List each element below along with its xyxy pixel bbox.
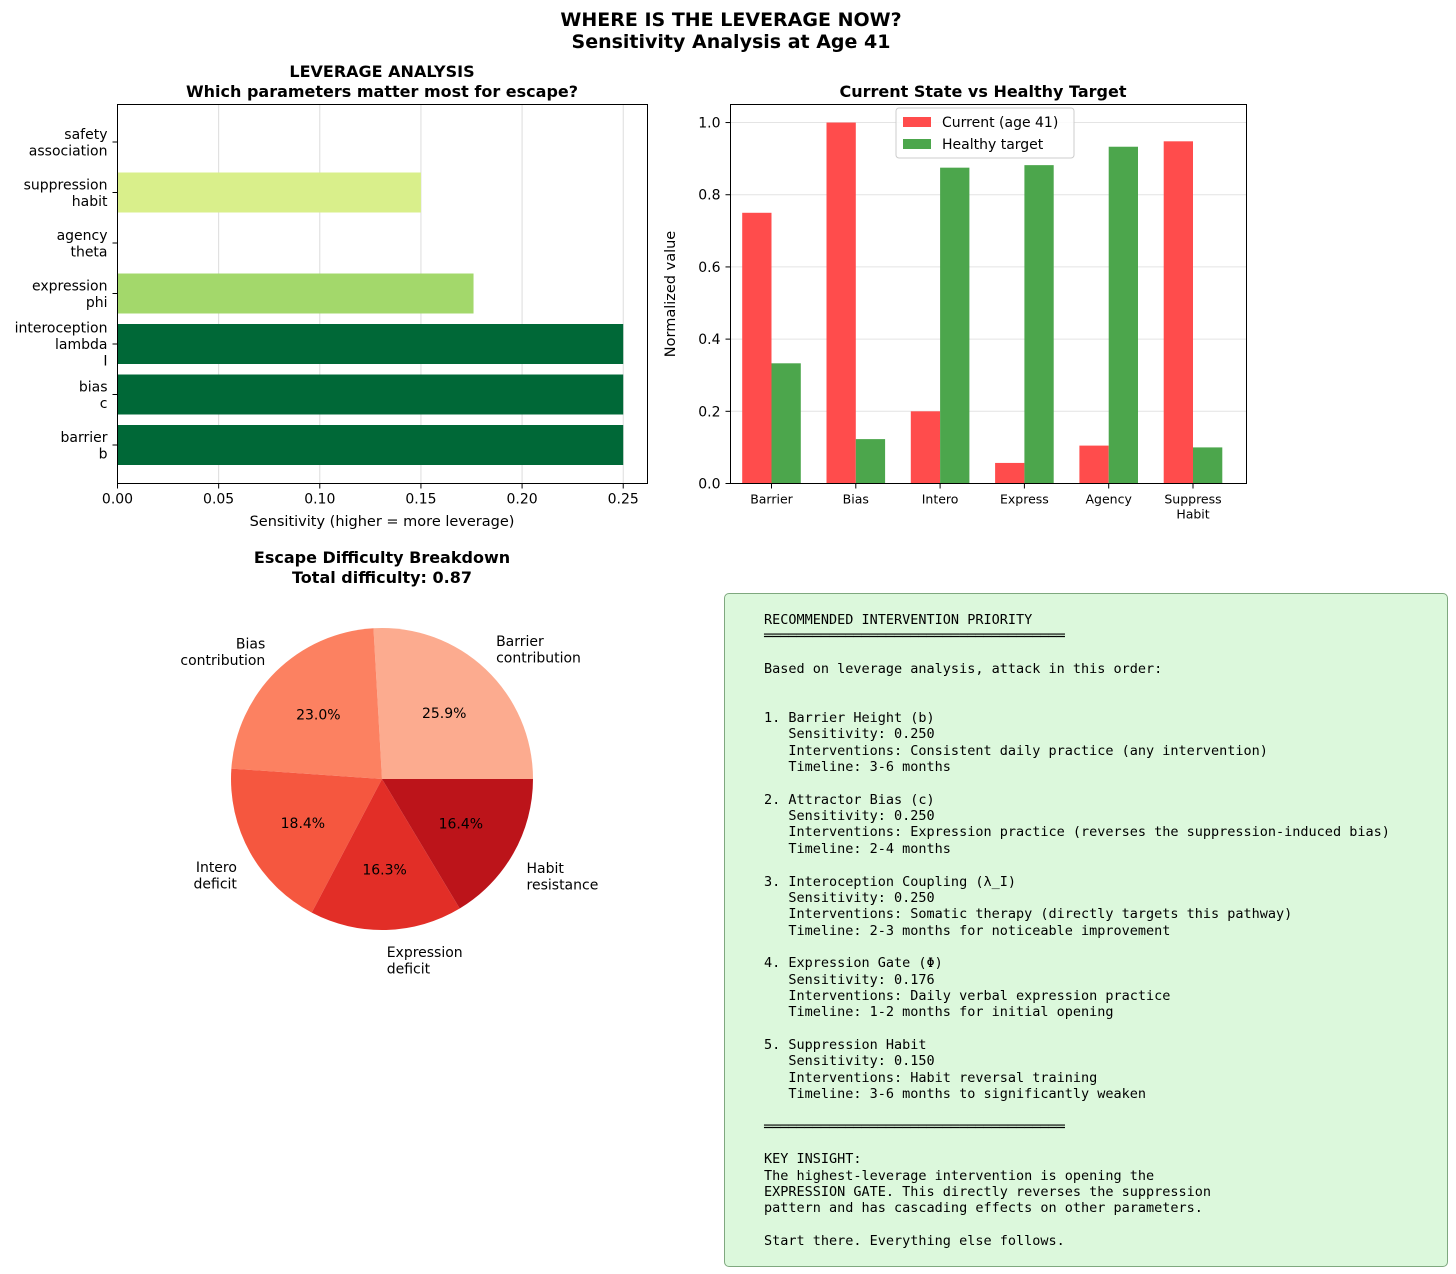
leverage-bar-suppression xyxy=(118,173,421,213)
pie-slice-label: Bias contribution xyxy=(180,636,266,669)
current-bar-bias xyxy=(827,123,856,484)
leverage-x-tick-label: 0.05 xyxy=(203,491,235,508)
leverage-chart-subtitle: Which parameters matter most for escape? xyxy=(185,82,579,101)
leverage-category-label: bias c xyxy=(78,379,108,412)
leverage-category-label: safety association xyxy=(28,126,108,160)
figure-title: WHERE IS THE LEVERAGE NOW? xyxy=(560,9,902,31)
comparison-category-label: Intero xyxy=(921,491,959,507)
leverage-x-tick-label: 0.15 xyxy=(405,491,437,508)
healthy-bar-agency xyxy=(1109,147,1138,484)
comparison-category-label: Barrier xyxy=(750,491,793,507)
comparison-category-label: Express xyxy=(999,491,1049,507)
leverage-category-label: suppression habit xyxy=(23,177,108,210)
intervention-priority-text: RECOMMENDED INTERVENTION PRIORITY ═════════════════════════════════════ Based on leverage analysis, attack in this order: 1. Barrier Height (b) Sensitivity: 0.250 Interventions: Consistent daily practice (any intervention) Timeline: 3-6 months 2. Attractor Bias (c) Sensitivity: 0.250 Interventions: Expression practice (reverses the suppression-induced bias) Timeline: 2-4 months 3. Interoception Coupling (λ_I) Sensitivity: 0.250 Interventions: Somatic therapy (directly targets this pathway) Timeline: 2-3 months for noticeable improvement 4. Expression Gate (Φ) Sensitivity: 0.176 Interventions: Daily verbal expression practice Timeline: 1-2 months for initial opening 5. Suppression Habit Sensitivity: 0.150 Interventions: Habit reversal training Timeline: 3-6 months to significantly weaken ═════════════════════════════════════ KEY INSIGHT: The highest-leverage intervention is opening the EXPRESSION GATE. This directly reverses the suppression pattern and has cascading effects on other parameters. Start there. Everything else follows. xyxy=(764,612,1390,1250)
legend-label-current: Current (age 41) xyxy=(942,115,1059,131)
healthy-bar-suppress xyxy=(1193,447,1222,483)
pie-chart-subtitle: Total difficulty: 0.87 xyxy=(292,568,472,587)
leverage-bar-interoception xyxy=(118,324,624,364)
pie-percent-label: 25.9% xyxy=(421,706,467,723)
pie-chart-title: Escape Difficulty Breakdown xyxy=(253,548,511,567)
leverage-x-axis-label: Sensitivity (higher = more leverage) xyxy=(249,514,515,530)
leverage-x-tick-label: 0.25 xyxy=(607,491,639,508)
comparison-y-tick-label: 0.2 xyxy=(698,404,721,421)
leverage-category-label: barrier b xyxy=(60,429,108,463)
pie-percent-label: 18.4% xyxy=(280,816,326,833)
legend-swatch-current xyxy=(903,117,931,127)
healthy-bar-barrier xyxy=(772,363,801,483)
healthy-bar-bias xyxy=(856,439,885,483)
comparison-category-label: Agency xyxy=(1085,491,1132,507)
comparison-y-tick-label: 0.4 xyxy=(698,332,721,349)
comparison-y-tick-label: 0.0 xyxy=(698,476,721,493)
comparison-chart-title: Current State vs Healthy Target xyxy=(839,82,1127,101)
pie-slice-label: Barrier contribution xyxy=(496,633,581,667)
leverage-x-tick-label: 0.00 xyxy=(101,491,134,508)
legend-swatch-healthy xyxy=(903,139,931,149)
leverage-x-tick-label: 0.10 xyxy=(304,491,336,508)
intervention-priority-panel xyxy=(724,593,1448,1267)
leverage-bar-bias xyxy=(118,375,624,415)
pie-slice-label: Expression deficit xyxy=(386,945,463,978)
leverage-category-label: agency theta xyxy=(56,227,108,261)
comparison-y-tick-label: 1.0 xyxy=(698,115,721,132)
healthy-bar-express xyxy=(1024,165,1053,483)
leverage-bar-barrier xyxy=(118,425,624,465)
figure-subtitle: Sensitivity Analysis at Age 41 xyxy=(571,31,891,53)
leverage-category-label: expression phi xyxy=(31,278,108,311)
comparison-legend xyxy=(896,108,1074,158)
current-bar-barrier xyxy=(742,213,771,484)
comparison-y-tick-label: 0.8 xyxy=(698,187,721,204)
comparison-y-tick-label: 0.6 xyxy=(698,259,721,276)
current-bar-intero xyxy=(911,411,940,483)
current-bar-agency xyxy=(1079,446,1108,484)
leverage-x-tick-label: 0.20 xyxy=(506,491,538,508)
escape-difficulty-pie-chart xyxy=(180,548,598,978)
current-bar-suppress xyxy=(1164,141,1193,483)
pie-percent-label: 16.4% xyxy=(438,816,484,833)
leverage-chart-title: LEVERAGE ANALYSIS xyxy=(289,62,475,81)
current-vs-target-chart xyxy=(663,82,1247,522)
comparison-category-label: Bias xyxy=(842,491,869,507)
comparison-y-axis-label: Normalized value xyxy=(663,230,679,358)
leverage-analysis-chart xyxy=(15,62,648,530)
leverage-category-label: interoception lambda I xyxy=(14,320,108,370)
pie-slice-label: Intero deficit xyxy=(193,859,237,893)
healthy-bar-intero xyxy=(940,168,969,484)
pie-slice-label: Habit resistance xyxy=(526,860,599,894)
legend-label-healthy: Healthy target xyxy=(942,137,1044,153)
comparison-category-label: Suppress Habit xyxy=(1164,491,1222,522)
leverage-bar-expression xyxy=(118,274,474,314)
pie-percent-label: 23.0% xyxy=(296,707,341,724)
pie-percent-label: 16.3% xyxy=(362,862,407,879)
current-bar-express xyxy=(995,463,1024,484)
